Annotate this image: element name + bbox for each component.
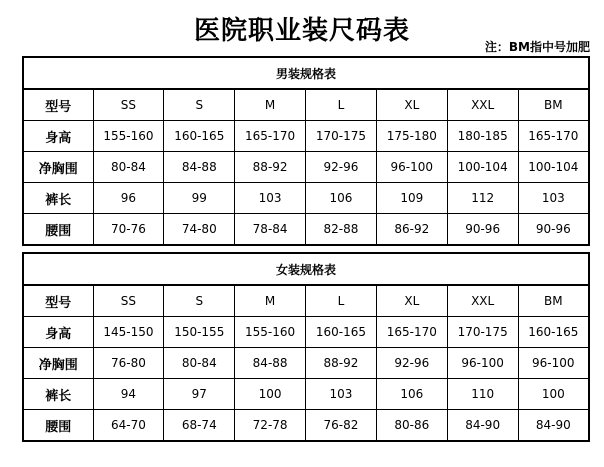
table-cell: 112 bbox=[447, 183, 518, 214]
table-cell: 160-165 bbox=[518, 317, 589, 348]
table-cell: SS bbox=[93, 285, 164, 317]
table-row bbox=[23, 183, 589, 214]
table-cell: 76-82 bbox=[306, 410, 377, 442]
table-cell: 96 bbox=[93, 183, 164, 214]
women-size-table bbox=[22, 252, 590, 442]
table-cell: SS bbox=[93, 89, 164, 121]
table-cell: 96-100 bbox=[518, 348, 589, 379]
table-cell: 82-88 bbox=[306, 214, 377, 246]
table-cell: 106 bbox=[306, 183, 377, 214]
table-cell: 90-96 bbox=[447, 214, 518, 246]
table-cell: 68-74 bbox=[164, 410, 235, 442]
table-cell: 150-155 bbox=[164, 317, 235, 348]
table-cell: 103 bbox=[306, 379, 377, 410]
table-cell: 160-165 bbox=[306, 317, 377, 348]
table-cell: 165-170 bbox=[376, 317, 447, 348]
table-cell: 175-180 bbox=[376, 121, 447, 152]
table-cell: M bbox=[235, 89, 306, 121]
row-label: 净胸围 bbox=[23, 348, 93, 379]
row-label: 型号 bbox=[23, 285, 93, 317]
table-cell: BM bbox=[518, 89, 589, 121]
table-cell: 72-78 bbox=[235, 410, 306, 442]
table-cell: 94 bbox=[93, 379, 164, 410]
table-cell: 88-92 bbox=[235, 152, 306, 183]
table-cell: 170-175 bbox=[447, 317, 518, 348]
table-cell: 180-185 bbox=[447, 121, 518, 152]
table-row bbox=[23, 152, 589, 183]
table-cell: S bbox=[164, 89, 235, 121]
table-row bbox=[23, 317, 589, 348]
table-cell: 90-96 bbox=[518, 214, 589, 246]
row-label: 裤长 bbox=[23, 183, 93, 214]
men-table-caption: 男装规格表 bbox=[23, 57, 589, 89]
table-cell: 165-170 bbox=[235, 121, 306, 152]
table-cell: 84-90 bbox=[518, 410, 589, 442]
table-cell: BM bbox=[518, 285, 589, 317]
table-cell: 84-90 bbox=[447, 410, 518, 442]
table-cell: 86-92 bbox=[376, 214, 447, 246]
women-table-caption: 女装规格表 bbox=[23, 253, 589, 285]
row-label: 净胸围 bbox=[23, 152, 93, 183]
table-cell: 84-88 bbox=[164, 152, 235, 183]
table-row bbox=[23, 214, 589, 246]
row-label: 腰围 bbox=[23, 410, 93, 442]
page-title: 医院职业装尺码表 bbox=[193, 16, 410, 46]
table-row bbox=[23, 89, 589, 121]
table-cell: 100 bbox=[235, 379, 306, 410]
table-cell: 96-100 bbox=[376, 152, 447, 183]
table-cell: 92-96 bbox=[306, 152, 377, 183]
table-cell: XXL bbox=[447, 285, 518, 317]
table-cell: 84-88 bbox=[235, 348, 306, 379]
table-cell: 74-80 bbox=[164, 214, 235, 246]
table-cell: 76-80 bbox=[93, 348, 164, 379]
table-row bbox=[23, 410, 589, 442]
table-cell: XL bbox=[376, 285, 447, 317]
table-cell: L bbox=[306, 285, 377, 317]
table-row bbox=[23, 379, 589, 410]
table-cell: XL bbox=[376, 89, 447, 121]
men-size-table bbox=[22, 56, 590, 246]
table-cell: 110 bbox=[447, 379, 518, 410]
table-cell: XXL bbox=[447, 89, 518, 121]
table-cell: 78-84 bbox=[235, 214, 306, 246]
table-cell: 80-84 bbox=[93, 152, 164, 183]
table-row bbox=[23, 348, 589, 379]
row-label: 裤长 bbox=[23, 379, 93, 410]
row-label: 身高 bbox=[23, 121, 93, 152]
table-cell: 165-170 bbox=[518, 121, 589, 152]
table-cell: 88-92 bbox=[306, 348, 377, 379]
table-cell: 96-100 bbox=[447, 348, 518, 379]
table-cell: 145-150 bbox=[93, 317, 164, 348]
row-label: 腰围 bbox=[23, 214, 93, 246]
table-cell: 92-96 bbox=[376, 348, 447, 379]
table-cell: 100-104 bbox=[518, 152, 589, 183]
row-label: 身高 bbox=[23, 317, 93, 348]
table-cell: 100 bbox=[518, 379, 589, 410]
table-cell: 99 bbox=[164, 183, 235, 214]
table-cell: L bbox=[306, 89, 377, 121]
table-cell: 80-84 bbox=[164, 348, 235, 379]
table-cell: M bbox=[235, 285, 306, 317]
table-row bbox=[23, 285, 589, 317]
table-cell: 103 bbox=[235, 183, 306, 214]
table-cell: 100-104 bbox=[447, 152, 518, 183]
size-note: 注：BM指中号加肥 bbox=[484, 40, 590, 54]
row-label: 型号 bbox=[23, 89, 93, 121]
table-cell: 106 bbox=[376, 379, 447, 410]
table-cell: S bbox=[164, 285, 235, 317]
table-cell: 97 bbox=[164, 379, 235, 410]
table-cell: 80-86 bbox=[376, 410, 447, 442]
table-cell: 70-76 bbox=[93, 214, 164, 246]
table-cell: 103 bbox=[518, 183, 589, 214]
table-cell: 155-160 bbox=[93, 121, 164, 152]
table-cell: 64-70 bbox=[93, 410, 164, 442]
table-cell: 170-175 bbox=[306, 121, 377, 152]
table-row bbox=[23, 121, 589, 152]
table-cell: 155-160 bbox=[235, 317, 306, 348]
table-cell: 160-165 bbox=[164, 121, 235, 152]
table-cell: 109 bbox=[376, 183, 447, 214]
